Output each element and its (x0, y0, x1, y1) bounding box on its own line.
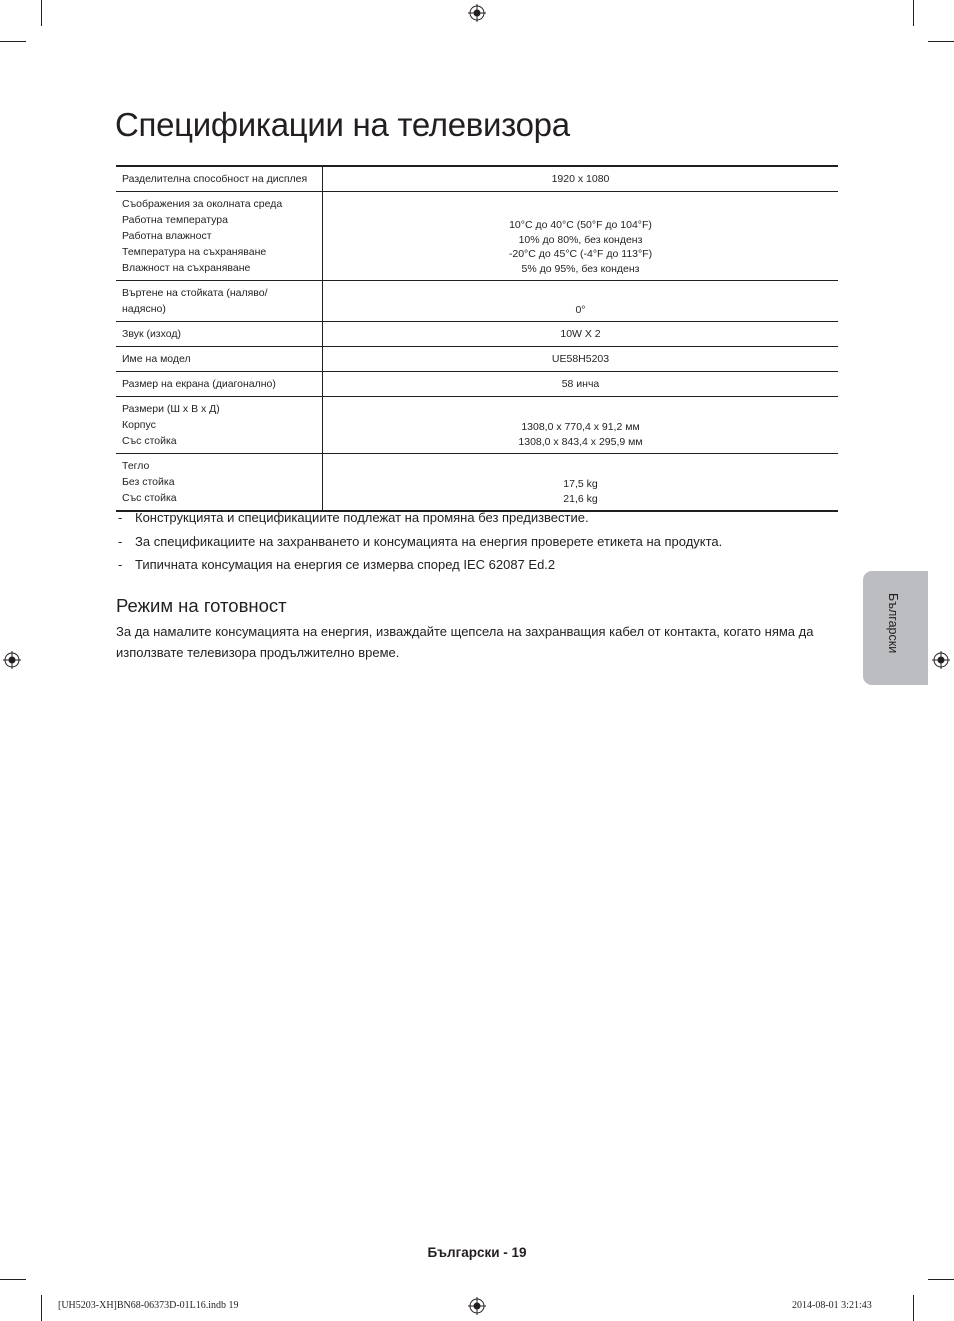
note-dash: - (118, 510, 123, 525)
spec-label-line: Тегло (122, 460, 150, 472)
spec-row (116, 454, 838, 512)
note-text: За спецификациите на захранването и консумацията на енергия проверете етикета на продукта. (135, 533, 723, 549)
spec-value-line: UE58H5203 (551, 352, 610, 365)
spec-label-line: Въртене на стойката (наляво/ (122, 287, 268, 299)
notes-list (116, 509, 836, 580)
registration-mark-icon (468, 1297, 486, 1315)
crop-mark (928, 1279, 954, 1280)
spec-label-line: Без стойка (122, 476, 175, 488)
spec-row (116, 281, 838, 322)
spec-label-line: Звук (изход) (122, 328, 181, 340)
spec-label-line: Работна влажност (122, 230, 212, 242)
spec-value-line: 1308,0 x 770,4 x 91,2 мм (521, 421, 640, 433)
spec-value (323, 281, 839, 322)
spec-label-line: Температура на съхраняване (122, 246, 267, 258)
crop-mark (928, 41, 954, 42)
spec-label-line: Съображения за околната среда (122, 198, 283, 210)
spec-label-line: Име на модел (122, 353, 191, 365)
spec-value-line: 1920 x 1080 (551, 172, 610, 185)
spec-label-line: Със стойка (122, 492, 177, 504)
spec-value-line: 1308,0 x 843,4 x 295,9 мм (518, 435, 643, 448)
spec-label (116, 397, 323, 454)
spec-label-line: Размер на екрана (диагонално) (122, 378, 276, 390)
spec-label (116, 281, 323, 322)
spec-table (116, 165, 838, 512)
spec-label (116, 322, 323, 347)
spec-label (116, 166, 323, 192)
spec-value (323, 454, 839, 512)
print-slug-left: [UH5203-XH]BN68-06373D-01L16.indb 19 (58, 1300, 239, 1311)
page-footer: Български - 19 (427, 1245, 527, 1260)
language-side-tab (863, 571, 928, 685)
spec-label-line: надясно) (122, 303, 166, 315)
spec-value-line: 10°C до 40°C (50°F до 104°F) (509, 219, 652, 231)
spec-value-line: 58 инча (561, 377, 600, 390)
spec-label-line: Със стойка (122, 435, 177, 447)
spec-value-line: 17,5 kg (563, 478, 598, 490)
note-item (116, 533, 836, 557)
note-item (116, 556, 836, 580)
spec-value (323, 166, 839, 192)
spec-label (116, 372, 323, 397)
spec-row (116, 322, 838, 347)
spec-row (116, 347, 838, 372)
crop-mark (913, 0, 914, 26)
registration-mark-icon (468, 4, 486, 22)
note-text: Конструкцията и спецификациите подлежат на промяна без предизвестие. (135, 510, 589, 525)
spec-label-line: Корпус (122, 419, 156, 431)
spec-label (116, 192, 323, 281)
spec-value (323, 322, 839, 347)
crop-mark (0, 1279, 26, 1280)
spec-label-line: Влажност на съхраняване (122, 262, 251, 274)
registration-mark-icon (3, 651, 21, 669)
spec-value-line: 21,6 kg (563, 492, 598, 505)
section-body: За да намалите консумацията на енергия, изваждайте щепсела на захранващия кабел от контакта, когато няма да използвате телевизора продължително време. (116, 624, 814, 660)
spec-value-line: 0° (575, 303, 586, 316)
spec-row (116, 192, 838, 281)
crop-mark (0, 41, 26, 42)
section-heading: Режим на готовност (116, 595, 287, 616)
spec-label-line: Работна температура (122, 214, 228, 226)
spec-row (116, 166, 838, 192)
spec-value-line: -20°C до 45°C (-4°F до 113°F) (508, 248, 653, 260)
spec-label-line: Разделителна способност на дисплея (122, 173, 308, 185)
spec-row (116, 397, 838, 454)
crop-mark (41, 0, 42, 26)
note-dash: - (118, 557, 123, 572)
crop-mark (913, 1295, 914, 1321)
language-side-tab-label: Български (886, 593, 900, 654)
print-slug-right: 2014-08-01 3:21:43 (792, 1300, 872, 1311)
page-title: Спецификации на телевизора (115, 106, 570, 143)
note-text: Типичната консумация на енергия се измерва според IEC 62087 Ed.2 (135, 557, 556, 572)
crop-mark (41, 1295, 42, 1321)
spec-value (323, 347, 839, 372)
spec-value-line: 10W X 2 (560, 327, 601, 340)
spec-label (116, 454, 323, 512)
spec-value (323, 372, 839, 397)
spec-value-line: 10% до 80%, без конденз (518, 233, 643, 246)
spec-value (323, 192, 839, 281)
registration-mark-icon (932, 651, 950, 669)
spec-label (116, 347, 323, 372)
spec-label-line: Размери (Ш x В x Д) (122, 403, 220, 415)
note-item (116, 509, 836, 533)
spec-row (116, 372, 838, 397)
note-dash: - (118, 533, 123, 549)
spec-value (323, 397, 839, 454)
spec-value-line: 5% до 95%, без конденз (521, 262, 640, 275)
